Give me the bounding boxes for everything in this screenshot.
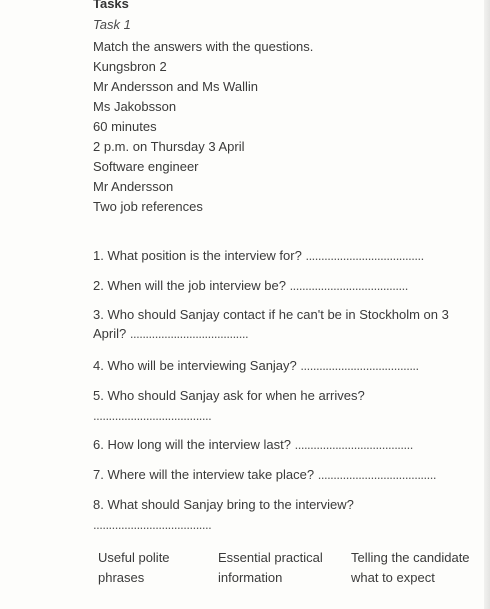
- category-practical-info: Essential practical information: [218, 550, 323, 585]
- question-text: 4. Who will be interviewing Sanjay?: [93, 358, 297, 373]
- question-text: 7. Where will the interview take place?: [93, 467, 315, 482]
- question-item: [93, 356, 419, 375]
- answer-blank[interactable]: ......................................: [93, 517, 212, 532]
- answer-item: 60 minutes: [93, 119, 157, 134]
- answer-blank[interactable]: ......................................: [305, 248, 424, 263]
- page-edge-shadow: [484, 0, 490, 609]
- answer-item: Mr Andersson and Ms Wallin: [93, 79, 258, 94]
- section-heading: Tasks: [93, 0, 129, 11]
- answer-item: Mr Andersson: [93, 179, 174, 194]
- question-item: [93, 386, 365, 425]
- question-item: [93, 246, 424, 265]
- question-text: 6. How long will the interview last?: [93, 437, 291, 452]
- category-what-to-expect: Telling the candidate what to expect: [351, 550, 470, 585]
- question-item: [93, 305, 458, 343]
- question-item: [93, 276, 408, 295]
- instruction-line: Match the answers with the questions.: [93, 39, 314, 54]
- question-item: [93, 435, 413, 454]
- answer-blank[interactable]: ......................................: [289, 278, 408, 293]
- question-text: 1. What position is the interview for?: [93, 248, 302, 263]
- answer-item: Kungsbron 2: [93, 59, 167, 74]
- answer-blank[interactable]: ......................................: [317, 467, 436, 482]
- question-text: 8. What should Sanjay bring to the interview?: [93, 497, 354, 512]
- answer-item: Ms Jakobsson: [93, 99, 177, 114]
- question-item: [93, 495, 354, 534]
- question-text: 3. Who should Sanjay contact if he can't be in Stockholm on 3 April?: [93, 307, 449, 341]
- answer-list: [93, 37, 313, 217]
- answer-blank[interactable]: ......................................: [300, 358, 419, 373]
- question-text: 2. When will the job interview be?: [93, 278, 286, 293]
- task-label: Task 1: [93, 17, 131, 32]
- answer-item: 2 p.m. on Thursday 3 April: [93, 139, 245, 154]
- answer-blank[interactable]: ......................................: [93, 408, 212, 423]
- category-polite-phrases: Useful polite phrases: [98, 550, 170, 585]
- answer-item: Software engineer: [93, 159, 199, 174]
- answer-blank[interactable]: ......................................: [294, 437, 413, 452]
- answer-item: Two job references: [93, 199, 203, 214]
- question-item: [93, 465, 436, 484]
- question-text: 5. Who should Sanjay ask for when he arrives?: [93, 388, 365, 403]
- answer-blank[interactable]: ......................................: [129, 326, 249, 341]
